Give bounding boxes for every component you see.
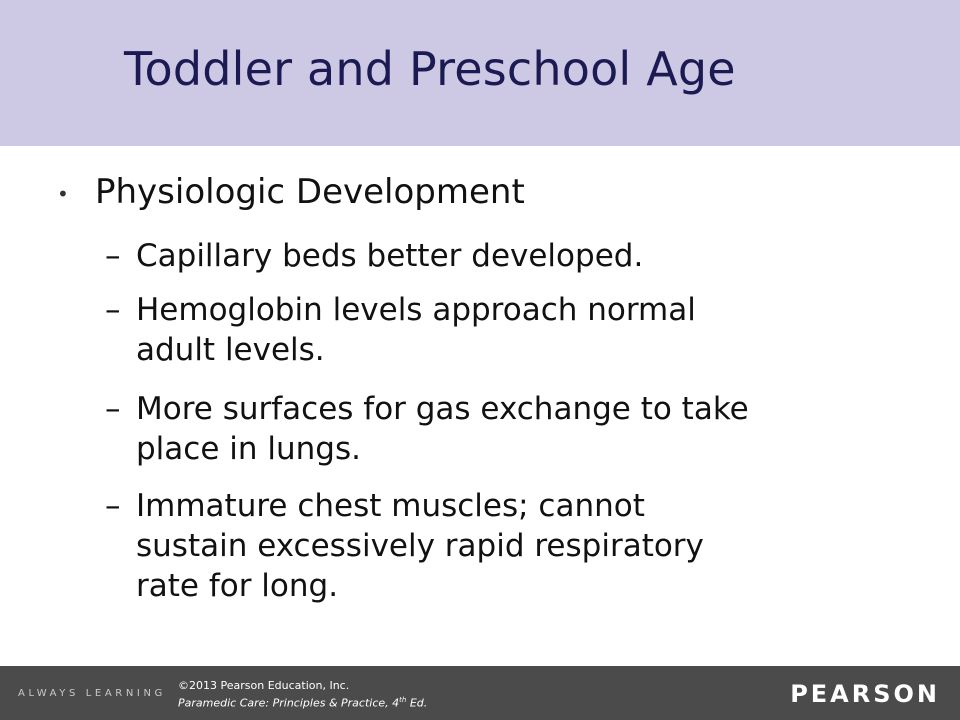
slide-title: Toddler and Preschool Age	[124, 42, 736, 96]
sub-bullet	[105, 236, 905, 276]
sub-bullet	[105, 389, 905, 469]
book-title: Paramedic Care: Principles & Practice, 4	[178, 696, 400, 710]
pearson-logo: PEARSON	[790, 680, 940, 708]
level1-bullet-text: Physiologic Development	[95, 172, 525, 212]
footer-bar	[0, 666, 960, 720]
sub-bullet-text: Immature chest muscles; cannot sustain excessively rapid respiratory rate for long.	[136, 488, 704, 604]
edition-suffix: Ed.	[406, 696, 428, 710]
sub-bullet-text: Capillary beds better developed.	[136, 238, 644, 274]
dash-icon: –	[105, 238, 121, 274]
dash-icon: –	[105, 292, 121, 328]
dash-icon: –	[105, 488, 121, 524]
dash-icon: –	[105, 391, 121, 427]
tagline: ALWAYS LEARNING	[18, 688, 166, 699]
sub-bullet	[105, 486, 905, 606]
bullet-icon: •	[57, 182, 69, 206]
sub-bullet-text: Hemoglobin levels approach normal adult levels.	[136, 292, 696, 368]
title-band	[0, 0, 960, 146]
sub-bullet	[105, 290, 905, 370]
book-title-line	[178, 693, 427, 711]
copyright-line: ©2013 Pearson Education, Inc.	[178, 679, 350, 692]
edition-superscript: th	[399, 696, 407, 704]
copyright-credit	[178, 679, 427, 711]
sub-bullet-text: More surfaces for gas exchange to take place in lungs.	[136, 391, 749, 467]
